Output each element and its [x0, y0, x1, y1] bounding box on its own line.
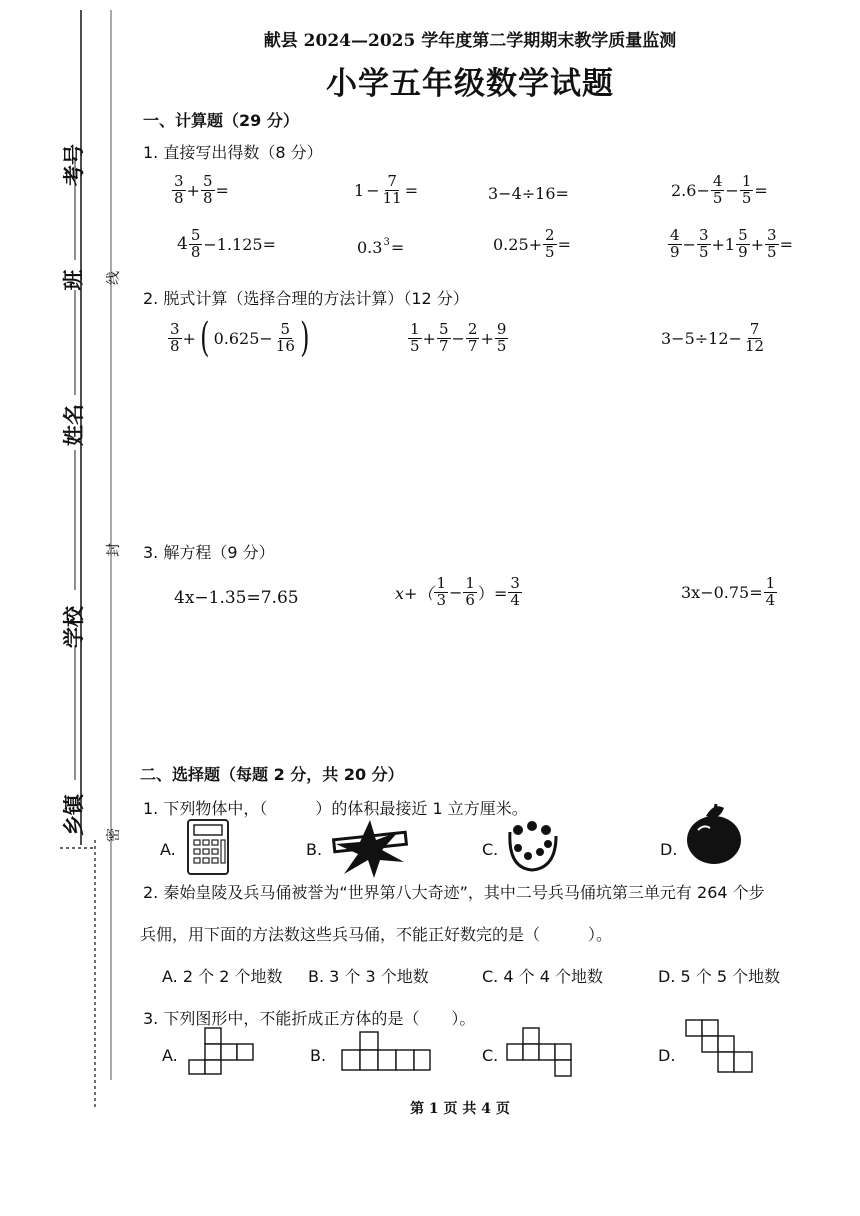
calc-item-1h: $\frac{4}{9}$ − $\frac{3}{5}$ +1 $\frac{5}{9}$ + $\frac{3}{5}$ = — [670, 226, 793, 261]
mc-q1-option-d: D. — [660, 840, 678, 859]
mc-q1-text: 1. 下列物体中，（ ）的体积最接近 1 立方厘米。 — [143, 799, 528, 818]
mc-q2-line2: 兵佣，用下面的方法数这些兵马俑，不能正好数完的是（ ）。 — [140, 925, 613, 944]
star-toy-icon — [330, 818, 410, 880]
cube-net-a — [188, 1026, 258, 1076]
calc-item-1a: $\frac{3}{8}$ + $\frac{5}{8}$ = — [174, 172, 229, 207]
mc-q3-option-c: C. — [482, 1046, 499, 1065]
mc-q1-option-a: A. — [160, 840, 176, 859]
calc-item-2b: $\frac{1}{5}$ + $\frac{5}{7}$ − $\frac{2}{7}$ + $\frac{9}{5}$ — [410, 320, 507, 355]
secret-mark: 密 — [106, 828, 122, 842]
calc-item-1c: 3−4÷16= — [488, 184, 569, 203]
school-label: 学校 — [62, 606, 86, 648]
mc-q2-option-a: A. 2 个 2 个地数 — [162, 967, 283, 986]
name-label: 姓名 — [62, 404, 86, 446]
cube-net-b — [340, 1030, 432, 1074]
mc-q2-line1: 2. 秦始皇陵及兵马俑被誉为“世界第八大奇迹”，其中二号兵马俑坑第三单元有 264 个步 — [143, 883, 765, 902]
exam-title: 小学五年级数学试题 — [326, 66, 614, 102]
exam-number-label: 考号 — [62, 144, 86, 186]
q3-label: 3. 解方程（9 分） — [143, 543, 275, 562]
mc-q3-option-a: A. — [162, 1046, 178, 1065]
die-icon — [504, 818, 560, 874]
mc-q1-option-b: B. — [306, 840, 323, 859]
apple-icon — [684, 800, 744, 866]
class-label: 班 — [61, 269, 86, 291]
line-mark: 线 — [106, 271, 122, 285]
mc-q3-option-b: B. — [310, 1046, 327, 1065]
page-number: 第 1 页 共 4 页 — [410, 1101, 510, 1117]
mc-q2-option-b: B. 3 个 3 个地数 — [308, 967, 429, 986]
mc-q3-text: 3. 下列图形中，不能折成正方体的是（ ）。 — [143, 1009, 476, 1028]
mc-q1-option-c: C. — [482, 840, 499, 859]
calc-item-1d: 2.6− $\frac{4}{5}$ − $\frac{1}{5}$ = — [671, 172, 768, 207]
mc-q2-option-d: D. 5 个 5 个地数 — [658, 967, 781, 986]
calc-item-1f: 0.3 $^3$ = — [357, 237, 405, 257]
seal-mark: 封 — [106, 543, 122, 557]
mc-q3-option-d: D. — [658, 1046, 676, 1065]
section2-heading: 二、选择题（每题 2 分，共 20 分） — [140, 765, 404, 784]
calc-item-2c: 3−5÷12− $\frac{7}{12}$ — [661, 320, 765, 355]
calculator-icon — [186, 818, 230, 876]
q1-label: 1. 直接写出得数（8 分） — [143, 143, 323, 162]
equation-3c: 3x−0.75= $\frac{1}{4}$ — [681, 574, 776, 609]
q2-label: 2. 脱式计算（选择合理的方法计算）（12 分） — [143, 289, 469, 308]
calc-item-2a: $\frac{3}{8}$ + ( 0.625− $\frac{5}{16}$ ) — [170, 315, 310, 361]
calc-item-1b: 1 − $\frac{7}{11}$ = — [354, 172, 419, 207]
cube-net-c — [506, 1026, 576, 1080]
calc-item-1g: 0.25+ $\frac{2}{5}$ = — [493, 226, 571, 261]
equation-3a: 4x−1.35=7.65 — [174, 588, 299, 608]
exam-subtitle: 献县 2024—2025 学年度第二学期期末教学质量监测 — [263, 31, 677, 51]
equation-3b: x+（ $\frac{1}{3}$ − $\frac{1}{6}$ ）= $\frac{3}{4}$ — [395, 574, 520, 609]
cube-net-d — [684, 1018, 756, 1078]
calc-item-1e: 4 $\frac{5}{8}$ −1.125= — [177, 226, 276, 261]
section1-heading: 一、计算题（29 分） — [143, 111, 299, 130]
town-label: 乡镇 — [62, 794, 86, 836]
mc-q2-option-c: C. 4 个 4 个地数 — [482, 967, 603, 986]
